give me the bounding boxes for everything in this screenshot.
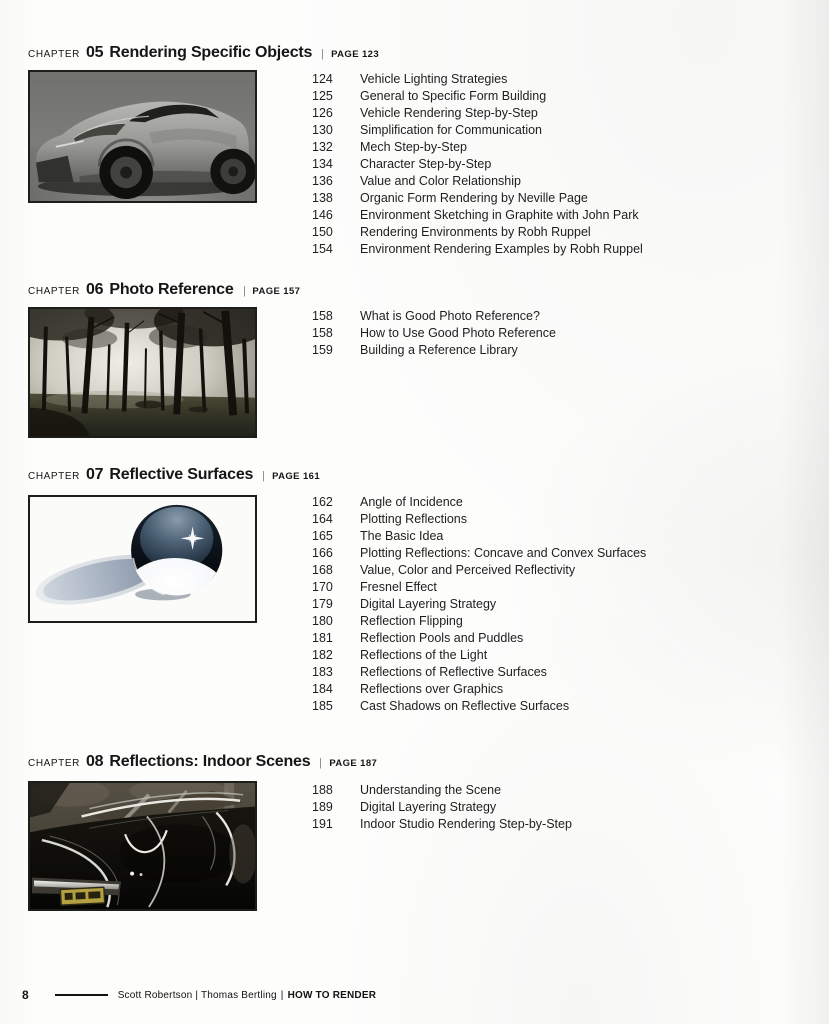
toc-entry xyxy=(312,156,643,173)
toc-entry-page-number: 181 xyxy=(312,631,333,645)
chapter-06-entries xyxy=(312,308,556,359)
toc-entry-page-number: 183 xyxy=(312,665,333,679)
toc-entry xyxy=(312,511,646,528)
toc-entry-page-number: 154 xyxy=(312,242,333,256)
toc-entry-page-number: 126 xyxy=(312,106,333,120)
page-number: 8 xyxy=(22,988,29,1002)
toc-entry-title: Plotting Reflections xyxy=(360,512,468,526)
chapter-05-thumbnail xyxy=(28,70,257,203)
toc-entry-title: What is Good Photo Reference? xyxy=(360,309,540,323)
chapter-page-ref: PAGE 123 xyxy=(331,49,380,60)
toc-entry-title: Building a Reference Library xyxy=(360,343,518,357)
toc-entry-title: Environment Rendering Examples by Robh Ruppel xyxy=(360,242,643,256)
toc-entry-title: Reflections of Reflective Surfaces xyxy=(360,665,547,679)
toc-entry-page-number: 189 xyxy=(312,800,333,814)
chapter-heading xyxy=(28,753,377,771)
toc-entry-page-number: 185 xyxy=(312,699,333,713)
toc-entry-title: General to Specific Form Building xyxy=(360,89,547,103)
chapter-section-06 xyxy=(28,281,808,461)
chrome-sphere-image xyxy=(30,497,255,621)
toc-entry-page-number: 168 xyxy=(312,563,333,577)
toc-entry-page-number: 146 xyxy=(312,208,333,222)
chapter-label: CHAPTER xyxy=(28,471,80,482)
toc-entry xyxy=(312,342,556,359)
chapter-label: CHAPTER xyxy=(28,286,80,297)
toc-entry xyxy=(312,681,646,698)
toc-entry-title: Rendering Environments by Robh Ruppel xyxy=(360,225,591,239)
footer-separator: | xyxy=(280,989,284,1001)
toc-entry-page-number: 162 xyxy=(312,495,333,509)
toc-entry-page-number: 166 xyxy=(312,546,333,560)
toc-entry xyxy=(312,190,643,207)
toc-entry-page-number: 182 xyxy=(312,648,333,662)
toc-entry-title: Organic Form Rendering by Neville Page xyxy=(360,191,588,205)
toc-entry xyxy=(312,122,643,139)
chapter-08-thumbnail xyxy=(28,781,257,911)
heading-separator: | xyxy=(262,470,265,482)
chapter-07-entries xyxy=(312,494,646,715)
chapter-05-entries xyxy=(312,71,643,258)
toc-entry xyxy=(312,207,643,224)
footer-book-title: HOW TO RENDER xyxy=(287,989,377,1001)
toc-entry-title: Reflection Flipping xyxy=(360,614,463,628)
toc-entry-page-number: 150 xyxy=(312,225,333,239)
footer-authors: Scott Robertson | Thomas Bertling xyxy=(117,989,277,1001)
toc-entry-title: Indoor Studio Rendering Step-by-Step xyxy=(360,817,572,831)
toc-entry xyxy=(312,579,646,596)
toc-entry xyxy=(312,698,646,715)
toc-entry xyxy=(312,816,572,833)
toc-entry-page-number: 191 xyxy=(312,817,333,831)
black-car-image xyxy=(30,783,255,909)
toc-entry xyxy=(312,71,643,88)
toc-entry-title: Fresnel Effect xyxy=(360,580,437,594)
heading-separator: | xyxy=(243,285,245,297)
chapter-label: CHAPTER xyxy=(28,758,80,769)
heading-separator: | xyxy=(321,48,324,60)
toc-entry-title: Reflection Pools and Puddles xyxy=(360,631,524,645)
toc-entry xyxy=(312,173,643,190)
toc-entry xyxy=(312,105,643,122)
toc-entry xyxy=(312,782,572,799)
toc-entry-page-number: 164 xyxy=(312,512,333,526)
toc-entry-page-number: 188 xyxy=(312,783,333,797)
chapter-06-thumbnail xyxy=(28,307,257,438)
chapter-heading xyxy=(28,44,379,62)
toc-entry-page-number: 165 xyxy=(312,529,333,543)
toc-entry-page-number: 179 xyxy=(312,597,333,611)
toc-entry-page-number: 180 xyxy=(312,614,333,628)
toc-entry-page-number: 130 xyxy=(312,123,333,137)
toc-entry xyxy=(312,545,646,562)
chapter-title: 07 Reflective Surfaces xyxy=(85,466,254,483)
toc-entry-page-number: 134 xyxy=(312,157,333,171)
toc-entry xyxy=(312,88,643,105)
chapter-section-05 xyxy=(28,44,808,274)
toc-entry-title: Understanding the Scene xyxy=(360,783,502,797)
chapter-number: 07 xyxy=(85,466,104,483)
toc-entry-title: Simplification for Communication xyxy=(360,123,543,137)
toc-entry xyxy=(312,528,646,545)
toc-entry xyxy=(312,241,643,258)
chapter-section-07 xyxy=(28,466,808,746)
footer-credits xyxy=(118,990,376,1001)
toc-entry xyxy=(312,799,572,816)
toc-entry-title: Environment Sketching in Graphite with John Park xyxy=(360,208,639,222)
toc-entry-page-number: 158 xyxy=(312,326,333,340)
toc-entry-page-number: 132 xyxy=(312,140,333,154)
toc-entry-title: Vehicle Rendering Step-by-Step xyxy=(360,106,538,120)
toc-entry-title: Mech Step-by-Step xyxy=(360,140,467,154)
toc-entry-title: Digital Layering Strategy xyxy=(360,597,497,611)
toc-entry-page-number: 158 xyxy=(312,309,333,323)
toc-entry-page-number: 159 xyxy=(312,343,333,357)
page-footer xyxy=(22,988,376,1002)
car-render-image xyxy=(30,72,255,201)
chapter-number: 08 xyxy=(85,753,104,770)
chapter-title: 06 Photo Reference xyxy=(85,281,234,298)
chapter-number: 06 xyxy=(85,281,104,298)
toc-entry-page-number: 170 xyxy=(312,580,333,594)
toc-entry-title: Vehicle Lighting Strategies xyxy=(360,72,508,86)
chapter-page-ref: PAGE 161 xyxy=(272,471,321,482)
toc-entry xyxy=(312,494,646,511)
toc-entry xyxy=(312,647,646,664)
toc-entry-title: Value, Color and Perceived Reflectivity xyxy=(360,563,576,577)
toc-entry xyxy=(312,613,646,630)
chapter-section-08 xyxy=(28,753,808,923)
toc-entry xyxy=(312,325,556,342)
toc-entry-title: Reflections of the Light xyxy=(360,648,488,662)
toc-entry-title: Character Step-by-Step xyxy=(360,157,492,171)
chapter-title: 08 Reflections: Indoor Scenes xyxy=(85,753,311,770)
heading-separator: | xyxy=(320,757,322,769)
chapter-label: CHAPTER xyxy=(28,49,80,60)
toc-entry-page-number: 184 xyxy=(312,682,333,696)
chapter-heading xyxy=(28,466,320,484)
toc-entry xyxy=(312,308,556,325)
toc-entry xyxy=(312,630,646,647)
toc-entry-page-number: 124 xyxy=(312,72,333,86)
chapter-title: 05 Rendering Specific Objects xyxy=(85,44,313,61)
toc-entry-title: Value and Color Relationship xyxy=(360,174,521,188)
toc-entry-page-number: 138 xyxy=(312,191,333,205)
toc-entry-title: Reflections over Graphics xyxy=(360,682,504,696)
toc-entry xyxy=(312,596,646,613)
toc-entry-title: Plotting Reflections: Concave and Convex Surfaces xyxy=(360,546,647,560)
toc-entry-title: Angle of Incidence xyxy=(360,495,463,509)
chapter-number: 05 xyxy=(85,44,104,61)
toc-entry-page-number: 136 xyxy=(312,174,333,188)
footer-rule xyxy=(55,994,108,996)
chapter-page-ref: PAGE 187 xyxy=(329,758,378,769)
toc-entry-title: Digital Layering Strategy xyxy=(360,800,497,814)
toc-entry xyxy=(312,139,643,156)
forest-photo-image xyxy=(30,309,255,436)
toc-entry-title: The Basic Idea xyxy=(360,529,444,543)
toc-entry-page-number: 125 xyxy=(312,89,333,103)
toc-entry xyxy=(312,562,646,579)
toc-entry-title: Cast Shadows on Reflective Surfaces xyxy=(360,699,570,713)
toc-entry-title: How to Use Good Photo Reference xyxy=(360,326,556,340)
chapter-08-entries xyxy=(312,782,572,833)
chapter-07-thumbnail xyxy=(28,495,257,623)
chapter-page-ref: PAGE 157 xyxy=(252,286,301,297)
toc-entry xyxy=(312,224,643,241)
chapter-heading xyxy=(28,281,300,299)
toc-entry xyxy=(312,664,646,681)
